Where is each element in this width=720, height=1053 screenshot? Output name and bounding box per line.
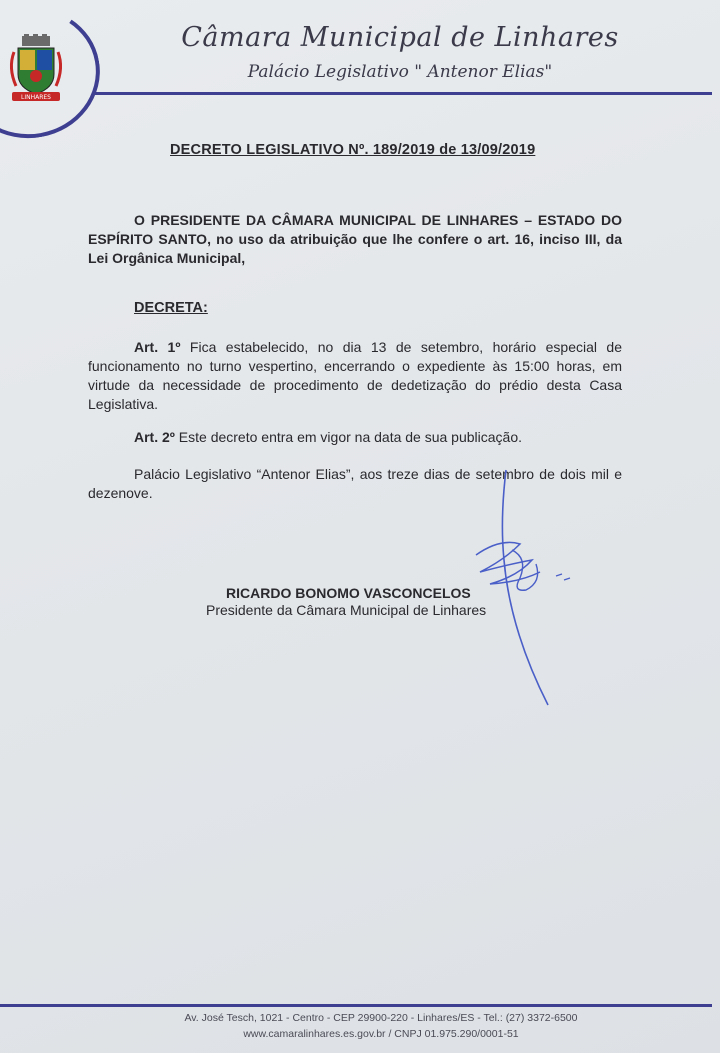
article-1 [88,338,622,414]
article-1-label: Art. 1º [134,339,181,355]
article-2-label: Art. 2º [134,429,175,445]
footer-divider [0,1004,712,1007]
article-1-text: Fica estabelecido, no dia 13 de setembro, horário especial de funcionamento no turno vespertino, encerrando o expediente às 15:00 horas, em virtude da necessidade de procedimento de dedetização do prédio desta Casa Legislativa. [88,339,623,412]
decreta-heading: DECRETA: [134,300,208,316]
signer-role: Presidente da Câmara Municipal de Linhares [206,602,487,618]
intro-paragraph: O PRESIDENTE DA CÂMARA MUNICIPAL DE LINHARES – ESTADO DO ESPÍRITO SANTO, no uso da atribuição que lhe confere o art. 16, inciso III, da Lei Orgânica Municipal, [88,212,622,266]
article-2 [88,428,622,447]
header-subtitle: Palácio Legislativo " Antenor Elias" [247,62,553,82]
closing-paragraph: Palácio Legislativo “Antenor Elias”, aos treze dias de setembro de dois mil e dezenove. [88,466,622,501]
header-divider [92,92,712,95]
footer-web: www.camaralinhares.es.gov.br / CNPJ 01.975.290/0001-51 [243,1028,519,1040]
crest-banner-text: LINHARES [21,94,51,101]
municipal-crest-icon [6,34,66,106]
signer-name: RICARDO BONOMO VASCONCELOS [226,585,471,601]
decree-title: DECRETO LEGISLATIVO Nº. 189/2019 de 13/09/2019 [170,142,536,158]
article-2-text: Este decreto entra em vigor na data de sua publicação. [178,429,523,445]
footer-address: Av. José Tesch, 1021 - Centro - CEP 29900-220 - Linhares/ES - Tel.: (27) 3372-6500 [184,1012,578,1024]
handwritten-signature [460,460,590,710]
header-title: Câmara Municipal de Linhares [181,22,619,53]
